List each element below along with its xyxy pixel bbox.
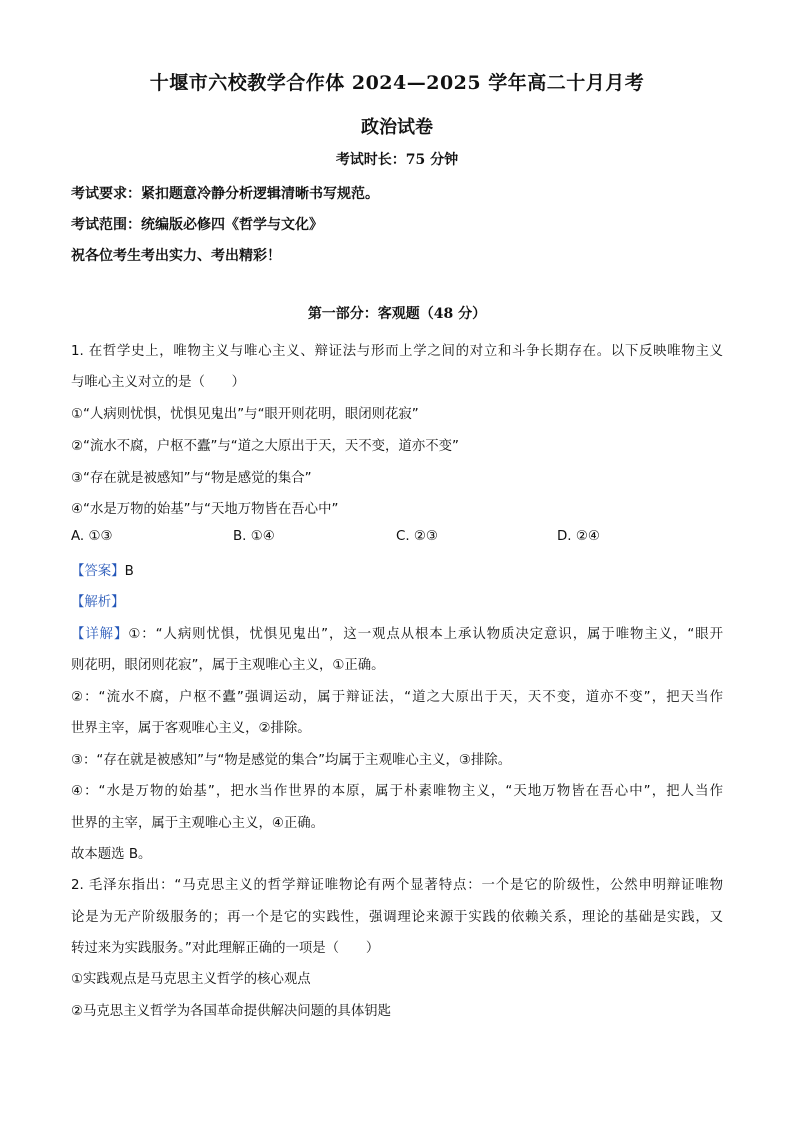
q1-detail-line5: ③：“存在就是被感知”与“物是感觉的集合”均属于主观唯心主义，③排除。 [71, 753, 512, 768]
q1-detail-line3: ②：“流水不腐，户枢不蠹”强调运动，属于辩证法，“道之大原出于天，天不变，道亦不变”，把天当作 [71, 690, 723, 705]
q1-conclusion: 故本题选 B。 [71, 847, 152, 862]
q1-stem-line2: 与唯心主义对立的是（ ） [71, 375, 246, 390]
answer-tag: 【答案】 [71, 564, 125, 579]
q1-detail-line4: 世界主宰，属于客观唯心主义，②排除。 [71, 721, 311, 736]
q1-detail-line1 [71, 623, 723, 642]
q1-item: ①“人病则忧惧，忧惧见鬼出”与“眼开则花明，眼闭则花寂” [71, 407, 419, 422]
q1-detail-line7: 世界的主宰，属于主观唯心主义，④正确。 [71, 816, 325, 831]
q2-stem-line3: 转过来为实践服务。”对此理解正确的一项是（ ） [71, 941, 380, 956]
q1-option-c: C. ②③ [396, 529, 438, 544]
section-title: 第一部分：客观题（48 分） [307, 306, 487, 322]
exam-wish: 祝各位考生考出实力、考出精彩！ [71, 248, 281, 264]
exam-requirement: 考试要求：紧扣题意冷静分析逻辑清晰书写规范。 [71, 186, 379, 202]
exam-title: 十堰市六校教学合作体 2024—2025 学年高二十月月考 [149, 72, 645, 94]
q1-item: ②“流水不腐，户枢不蠹”与“道之大原出于天，天不变，道亦不变” [71, 439, 459, 454]
q1-option-d: D. ②④ [557, 529, 600, 544]
exam-scope: 考试范围：统编版必修四《哲学与文化》 [71, 217, 323, 233]
answer-value: B [124, 564, 134, 579]
q1-stem-line1: 1. 在哲学史上，唯物主义与唯心主义、辩证法与形而上学之间的对立和斗争长期存在。以下反映唯物主义 [71, 344, 723, 359]
q2-stem-line2: 论是为无产阶级服务的；再一个是它的实践性，强调理论来源于实践的依赖关系，理论的基础是实践，又 [71, 910, 723, 925]
q1-item: ③“存在就是被感知”与“物是感觉的集合” [71, 471, 312, 486]
q1-option-b: B. ①④ [233, 529, 275, 544]
q2-stem-line1: 2. 毛泽东指出：“马克思主义的哲学辩证唯物论有两个显著特点：一个是它的阶级性，公然申明辩证唯物 [71, 878, 723, 893]
q1-option-a: A. ①③ [71, 529, 113, 544]
exam-duration: 考试时长：75 分钟 [335, 152, 459, 168]
q1-detail-text: ①：“人病则忧惧，忧惧见鬼出”，这一观点从根本上承认物质决定意识，属于唯物主义，“眼开 [128, 627, 723, 642]
q1-detail-line6: ④：“水是万物的始基”，把水当作世界的本原，属于朴素唯物主义，“天地万物皆在吾心中”，把人当作 [71, 784, 723, 799]
analysis-tag: 【解析】 [71, 595, 125, 610]
q1-detail-line2: 则花明，眼闭则花寂”，属于主观唯心主义，①正确。 [71, 658, 385, 673]
q1-analysis [71, 591, 125, 610]
q1-item: ④“水是万物的始基”与“天地万物皆在吾心中” [71, 502, 339, 517]
exam-subtitle: 政治试卷 [361, 117, 433, 138]
detail-tag: 【详解】 [71, 627, 129, 642]
q2-item: ②马克思主义哲学为各国革命提供解决问题的具体钥匙 [71, 1004, 391, 1019]
q1-answer [71, 560, 134, 579]
q2-item: ①实践观点是马克思主义哲学的核心观点 [71, 972, 311, 987]
